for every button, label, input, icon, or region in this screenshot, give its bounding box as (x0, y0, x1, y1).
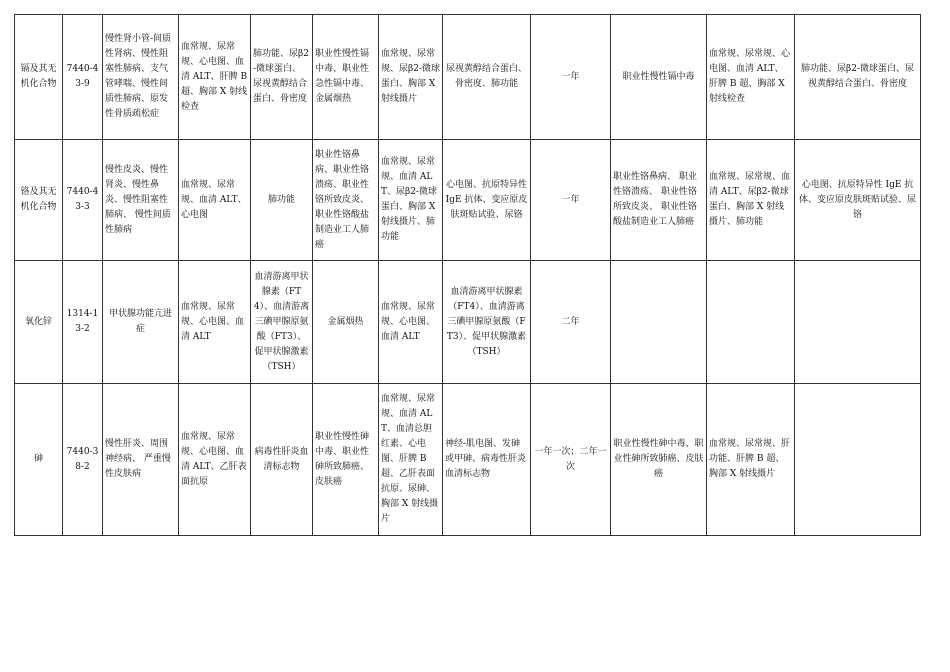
post-required-cell: 血常规、尿常规、血清 ALT、尿β2-微球蛋白、胸部 X 射线摄片、肺功能 (707, 140, 795, 261)
post-optional-cell: 心电图、抗原特异性 IgE 抗体、变应原皮肤斑贴试验、尿铬 (795, 140, 921, 261)
pre-required-cell: 血常规、尿常规、心电图、血清 ALT、肝脾 B 超、胸部 X 射线检查 (179, 15, 251, 140)
post-disease-cell (611, 261, 707, 384)
pre-required-cell: 血常规、尿常规、心电图、血清 ALT、乙肝表面抗原 (179, 384, 251, 536)
post-required-cell: 血常规、尿常规、肝功能、肝脾 B 超、胸部 X 射线摄片 (707, 384, 795, 536)
post-required-cell (707, 261, 795, 384)
pre-required-cell: 血常规、尿常规、血清 ALT、心电图 (179, 140, 251, 261)
on-required-cell: 血常规、尿常规、尿β2-微球蛋白、胸部 X 射线摄片 (379, 15, 443, 140)
period-cell: 一年 (531, 140, 611, 261)
post-optional-cell (795, 261, 921, 384)
table-row (15, 15, 921, 140)
pre-required-cell: 血常规、尿常规、心电图、血清 ALT (179, 261, 251, 384)
post-required-cell: 血常规、尿常规、心电图、血清 ALT、肝脾 B 超、胸部 X 射线检查 (707, 15, 795, 140)
on-optional-cell: 神经-肌电图、发砷或甲砷、病毒性肝炎血清标志物 (443, 384, 531, 536)
contraindications-cell: 慢性肾小管-间质性肾病、慢性阻塞性肺病、支气管哮喘、慢性间质性肺病、原发性骨质疏松症 (103, 15, 179, 140)
on-optional-cell: 尿视黄醇结合蛋白、骨密度、肺功能 (443, 15, 531, 140)
pre-optional-cell: 肺功能、尿β2-微球蛋白、尿视黄醇结合蛋白、骨密度 (251, 15, 313, 140)
period-cell: 二年 (531, 261, 611, 384)
on-disease-cell: 职业性铬鼻病、职业性铬溃疡、职业性铬所致皮炎、职业性铬酸盐制造业工人肺癌 (313, 140, 379, 261)
on-optional-cell: 血清游离甲状腺素（FT4）、血清游离三碘甲腺原氨酸（FT3）、促甲状腺激素（TSH） (443, 261, 531, 384)
post-optional-cell (795, 384, 921, 536)
pre-optional-cell: 病毒性肝炎血清标志物 (251, 384, 313, 536)
substance-cell: 氧化锌 (15, 261, 63, 384)
pre-optional-cell: 肺功能 (251, 140, 313, 261)
contraindications-cell: 慢性皮炎、慢性肾炎、慢性鼻炎、慢性阻塞性肺病、 慢性间质性肺病 (103, 140, 179, 261)
post-disease-cell: 职业性铬鼻病、 职业性铬溃疡、 职业性铬所致皮炎、 职业性铬酸盐制造业工人肺癌 (611, 140, 707, 261)
on-disease-cell: 职业性慢性砷中毒、职业性砷所致肺癌、皮肤癌 (313, 384, 379, 536)
on-required-cell: 血常规、尿常规、血清 ALT、尿β2-微球蛋白、胸部 X 射线摄片、肺功能 (379, 140, 443, 261)
on-disease-cell: 职业性慢性镉中毒、职业性急性镉中毒、金属烟热 (313, 15, 379, 140)
post-optional-cell: 肺功能、尿β2-微球蛋白、尿视黄醇结合蛋白、骨密度 (795, 15, 921, 140)
substance-cell: 铬及其无机化合物 (15, 140, 63, 261)
cas-cell: 7440-38-2 (63, 384, 103, 536)
cas-cell: 7440-43-9 (63, 15, 103, 140)
table-row (15, 384, 921, 536)
contraindications-cell: 慢性肝炎、周围神经病、 严重慢性皮肤病 (103, 384, 179, 536)
occupational-health-exam-table (14, 14, 921, 536)
period-cell: 一年一次；二年一次 (531, 384, 611, 536)
on-required-cell: 血常规、尿常规、心电图、血清 ALT (379, 261, 443, 384)
post-disease-cell: 职业性慢性镉中毒 (611, 15, 707, 140)
cas-cell: 1314-13-2 (63, 261, 103, 384)
on-optional-cell: 心电图、抗原特异性 IgE 抗体、变应原皮肤斑贴试验、尿铬 (443, 140, 531, 261)
table-row (15, 261, 921, 384)
period-cell: 一年 (531, 15, 611, 140)
contraindications-cell: 甲状腺功能亢进症 (103, 261, 179, 384)
substance-cell: 砷 (15, 384, 63, 536)
post-disease-cell: 职业性慢性砷中毒、职业性砷所致肺癌、皮肤癌 (611, 384, 707, 536)
pre-optional-cell: 血清游离甲状腺素（FT4）、血清游离三碘甲腺原氨酸（FT3）、促甲状腺激素（TSH） (251, 261, 313, 384)
cas-cell: 7440-43-3 (63, 140, 103, 261)
on-disease-cell: 金属烟热 (313, 261, 379, 384)
substance-cell: 镉及其无机化合物 (15, 15, 63, 140)
on-required-cell: 血常规、尿常规、血清 ALT、血清总胆红素、心电图、肝脾 B 超、乙肝表面抗原、尿砷、胸部 X 射线摄片 (379, 384, 443, 536)
table-row (15, 140, 921, 261)
